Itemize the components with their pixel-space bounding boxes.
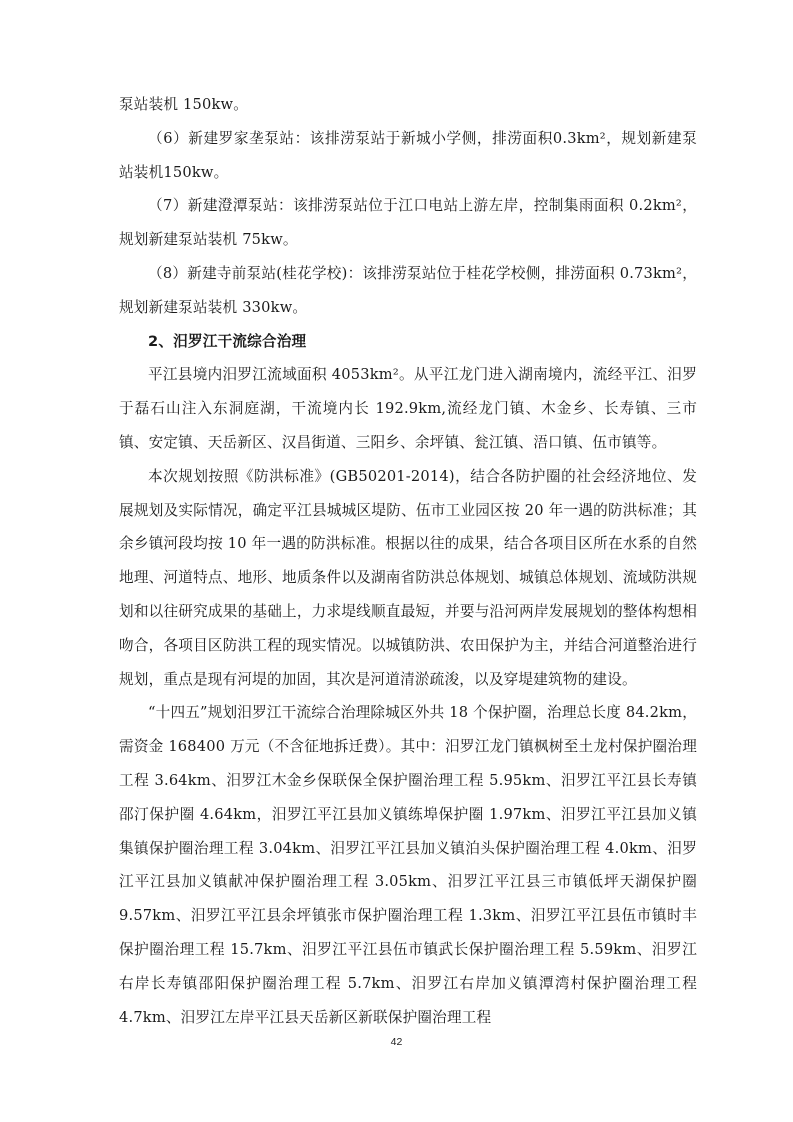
paragraph-pump-station-8: （8）新建寺前泵站(桂花学校)：该排涝泵站位于桂花学校侧，排涝面积 0.73km²，规划新建泵站装机 330kw。 <box>119 264 697 316</box>
paragraph-protection-circles: “十四五”规划汨罗江干流综合治理除城区外共 18 个保护圈，治理总长度 84.2km，需资金 168400 万元（不含征地拆迁费）。其中：汨罗江龙门镇枫树至土龙村保护圈治理工程 3.64km、汨罗江木金乡保联保全保护圈治理工程 5.95km、汨罗江平江县长寿镇邵汀保护圈 4.64km，汨罗江平江县加义镇练埠保护圈 1.97km、汨罗江平江县加义镇集镇保护圈治理工程 3.04km、汨罗江平江县加义镇泊头保护圈治理工程 4.0km、汨罗江平江县加义镇献冲保护圈治理工程 3.05km、汨罗江平江县三市镇低坪天湖保护圈 9.57km、汨罗江平江县余坪镇张市保护圈治理工程 1.3km、汨罗江平江县伍市镇时丰保护圈治理工程 15.7km、汨罗江平江县伍市镇武长保护圈治理工程 5.59km、汨罗江右岸长寿镇邵阳保护圈治理工程 5.7km、汨罗江右岸加义镇潭湾村保护圈治理工程 4.7km、汨罗江左岸平江县天岳新区新联保护圈治理工程 <box>119 704 697 1026</box>
paragraph-continuation: 泵站装机 150kw。 <box>119 96 248 113</box>
paragraph-planning-standard: 本次规划按照《防洪标准》(GB50201-2014)，结合各防护圈的社会经济地位、发展规划及实际情况，确定平江县城城区堤防、伍市工业园区按 20 年一遇的防洪标准；其余乡镇河段均按 10 年一遇的防洪标准。根据以往的成果，结合各项目区所在水系的自然地理、河道特点、地形、地质条件以及湖南省防洪总体规划、城镇总体规划、流域防洪规划和以往研究成果的基础上，力求堤线顺直最短，并要与沿河两岸发展规划的整体构想相吻合，各项目区防洪工程的现实情况。以城镇防洪、农田保护为主，并结合河道整治进行规划，重点是现有河堤的加固，其次是河道清淤疏浚，以及穿堤建筑物的建设。 <box>119 467 697 688</box>
page-number: 42 <box>390 1036 403 1048</box>
paragraph-basin-overview: 平江县境内汨罗江流域面积 4053km²。从平江龙门进入湖南境内，流经平江、汨罗于磊石山注入东洞庭湖，干流境内长 192.9km,流经龙门镇、木金乡、长寿镇、三市镇、安定镇、天岳新区、汉昌街道、三阳乡、余坪镇、瓮江镇、浯口镇、伍市镇等。 <box>119 366 697 451</box>
paragraph-pump-station-6: （6）新建罗家垄泵站：该排涝泵站于新城小学侧，排涝面积0.3km²，规划新建泵站装机150kw。 <box>119 129 697 181</box>
page-body <box>119 88 697 1034</box>
section-heading: 2、汨罗江干流综合治理 <box>148 332 307 350</box>
paragraph-pump-station-7: （7）新建澄潭泵站：该排涝泵站位于江口电站上游左岸，控制集雨面积 0.2km²，规划新建泵站装机 75kw。 <box>119 197 697 249</box>
